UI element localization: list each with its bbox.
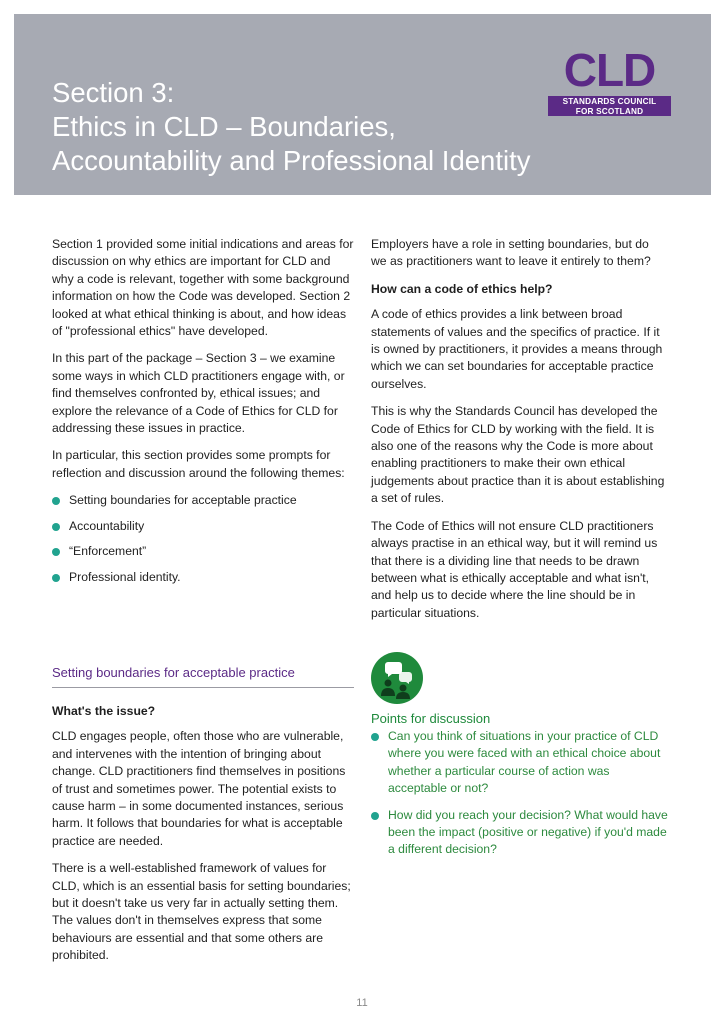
bullet-dot-icon: [52, 548, 60, 556]
issue-paragraph: CLD engages people, often those who are vulnerable, and intervenes with the intention of bringing about change. CLD practitioners find themselves in positions of trust and sometimes power. The potential exists to cause harm – in some documented instances, serious harm. It follows that boundaries for what is acceptable practice are needed.: [52, 729, 346, 848]
code-help-heading: How can a code of ethics help?: [371, 281, 553, 296]
issue-paragraph: There is a well-established framework of values for CLD, which is an essential basis for setting boundaries; but it doesn't take us very far in actually setting them. The values don't in themselves express that some behaviours are essential and that some others are prohibited.: [52, 861, 351, 963]
theme-item: [52, 492, 354, 518]
theme-label: Professional identity.: [69, 569, 181, 584]
intro-column: [52, 236, 354, 594]
cld-logo: [546, 44, 673, 116]
bullet-dot-icon: [52, 574, 60, 582]
intro-paragraph: Section 1 provided some initial indications and areas for discussion on why ethics are important for CLD and why a code is relevant, together with some background information on how the Code was developed. Section 2 looked at what ethical thinking is about, and how ideas of "professional ethics" have developed.: [52, 237, 354, 339]
page-title: [52, 76, 612, 178]
logo-tagline-box: [548, 96, 671, 116]
bullet-dot-icon: [371, 812, 379, 820]
code-paragraph: A code of ethics provides a link between broad statements of values and the specifics of practice. If it is owned by practitioners, it provides a means through which we can set boundaries for acceptable practice ourselves.: [371, 307, 663, 391]
discussion-point-text: How did you reach your decision? What would have been the impact (positive or negative) if you'd made a different decision?: [388, 807, 668, 857]
discussion-points-list: [371, 728, 671, 868]
intro-paragraph: In particular, this section provides some prompts for reflection and discussion around the following themes:: [52, 448, 345, 480]
discussion-point: [371, 728, 671, 798]
issue-column: [52, 703, 354, 975]
intro-paragraph: In this part of the package – Section 3 – we examine some ways in which CLD practitioners engage with, or find themselves confronted by, ethical issues; and explore the relevance of a Code of Ethics for CLD for addressing these issues in practice.: [52, 351, 345, 436]
theme-label: Accountability: [69, 518, 145, 533]
boundaries-section-heading: Setting boundaries for acceptable practice: [52, 665, 295, 680]
logo-tagline-line-2: FOR SCOTLAND: [575, 106, 644, 116]
logo-tagline-line-1: STANDARDS COUNCIL: [562, 97, 657, 106]
bullet-dot-icon: [52, 497, 60, 505]
theme-item: [52, 569, 354, 595]
logo-wordmark: CLD: [563, 44, 656, 96]
code-paragraph: The Code of Ethics will not ensure CLD practitioners always practise in an ethical way, but it will remind us that there is a dividing line that needs to be drawn between what is ethically acceptable and what isn't, and help us to decide where the line should be in particular situations.: [371, 518, 658, 620]
bullet-dot-icon: [52, 523, 60, 531]
discussion-point: [371, 807, 671, 859]
page-title-line-3: Accountability and Professional Identity: [52, 145, 531, 176]
code-of-ethics-column: [371, 236, 667, 632]
employers-paragraph: Employers have a role in setting boundaries, but do we as practitioners want to leave it entirely to them?: [371, 237, 651, 269]
page-title-line-2: Ethics in CLD – Boundaries,: [52, 111, 396, 142]
theme-label: Setting boundaries for acceptable practice: [69, 493, 297, 508]
points-for-discussion-heading: Points for discussion: [371, 711, 491, 726]
theme-label: “Enforcement”: [69, 544, 147, 559]
discussion-point-text: Can you think of situations in your practice of CLD where you were faced with an ethical choice about whether a particular course of action was acceptable or not?: [388, 729, 661, 796]
themes-list: [52, 492, 354, 594]
theme-item: [52, 518, 354, 544]
page-number: 11: [356, 997, 368, 1009]
section-divider: [52, 687, 354, 688]
code-paragraph: This is why the Standards Council has developed the Code of Ethics for CLD by working with the field. It is also one of the reasons why the Code is more about enabling practitioners to make their own ethical judgements about practice than it is about establishing a set of rules.: [371, 404, 665, 506]
theme-item: [52, 543, 354, 569]
issue-heading: What's the issue?: [52, 704, 156, 718]
page-title-line-1: Section 3:: [52, 77, 175, 108]
bullet-dot-icon: [371, 733, 379, 741]
discussion-people-icon: [371, 652, 423, 704]
